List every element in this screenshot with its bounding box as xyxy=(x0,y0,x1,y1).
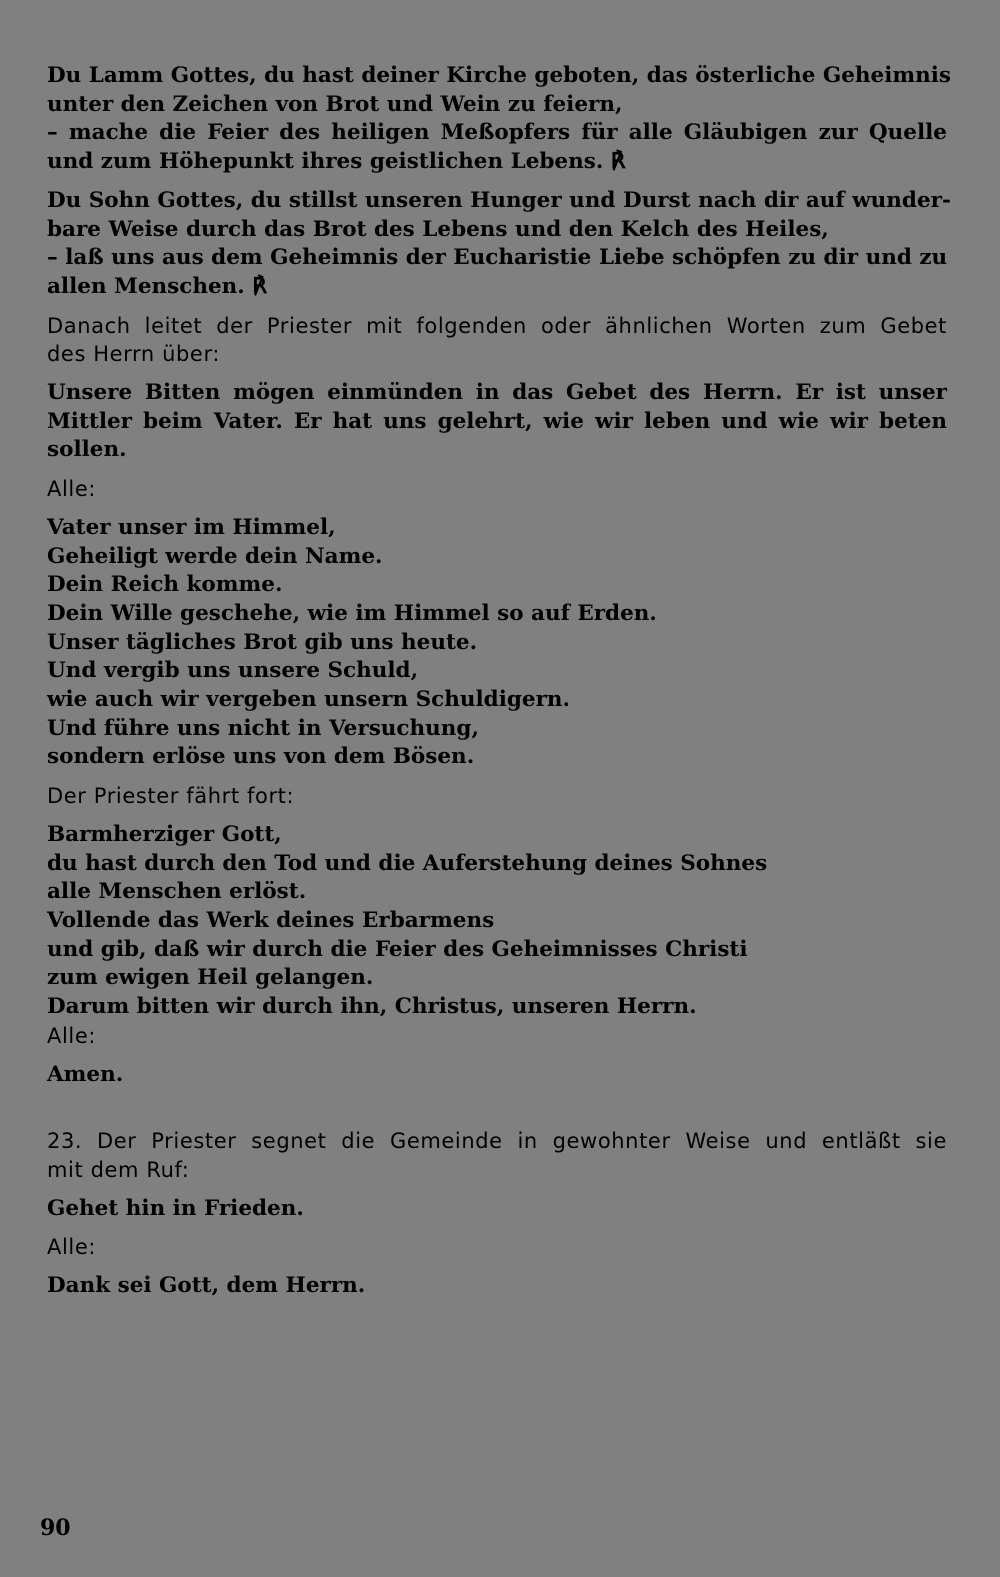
text-line: Du Sohn Gottes, du stillst unseren Hunger und Durst nach dir auf wunder- xyxy=(47,187,951,213)
text-line: wie auch wir vergeben unsern Schuldigern. xyxy=(47,687,571,713)
text-line: und gib, daß wir durch die Feier des Geheimnisses Christi xyxy=(47,936,748,962)
text-line: Du Lamm Gottes, du hast deiner Kirche geboten, das österliche Geheimnis xyxy=(47,63,952,88)
text-line: Und vergib uns unsere Schuld, xyxy=(47,658,419,684)
text-line: 23. Der Priester segnet die Gemeinde in gewohnter Weise und entläßt sie xyxy=(47,1129,947,1154)
text-line: Und führe uns nicht in Versuchung, xyxy=(47,715,479,741)
text-line: unter den Zeichen von Brot und Wein zu feiern, xyxy=(47,91,623,117)
lords-prayer xyxy=(47,514,947,772)
alle-label: Alle: xyxy=(47,1235,97,1260)
alle-label: Alle: xyxy=(47,477,97,502)
text-line: sondern erlöse uns von dem Bösen. xyxy=(47,744,475,770)
text-line: Darum bitten wir durch ihn, Christus, unseren Herrn. xyxy=(47,994,697,1020)
text-line: Geheiligt werde dein Name. xyxy=(47,543,383,569)
text-line: Vollende das Werk deines Erbarmens xyxy=(47,907,495,933)
closing-prayer xyxy=(47,821,947,1022)
text-line: und zum Höhepunkt ihres geistlichen Lebens. ℟ xyxy=(47,149,626,175)
amen-response: Amen. xyxy=(47,1061,124,1087)
intercession-2 xyxy=(47,187,951,302)
alle-label: Alle: xyxy=(47,1023,97,1048)
text-line: bare Weise durch das Brot des Lebens und den Kelch des Heiles, xyxy=(47,216,829,242)
final-response: Dank sei Gott, dem Herrn. xyxy=(47,1273,366,1299)
text-line: Danach leitet der Priester mit folgenden oder ähnlichen Worten zum Gebet xyxy=(47,313,947,338)
text-line: Dein Wille geschehe, wie im Himmel so auf Erden. xyxy=(47,600,657,626)
text-line: Barmherziger Gott, xyxy=(47,821,282,847)
text-line: – mache die Feier des heiligen Meßopfers für alle Gläubigen zur Quelle xyxy=(47,120,947,146)
text-line: Unser tägliches Brot gib uns heute. xyxy=(47,629,478,655)
text-line: Dein Reich komme. xyxy=(47,572,283,598)
text-line: Mittler beim Vater. Er hat uns gelehrt, wie wir leben und wie wir beten xyxy=(47,408,947,434)
text-line: zum ewigen Heil gelangen. xyxy=(47,965,374,991)
rubric-continue: Der Priester fährt fort: xyxy=(47,784,295,809)
dismissal: Gehet hin in Frieden. xyxy=(47,1195,304,1221)
text-line: allen Menschen. ℟ xyxy=(47,273,267,299)
text-line: alle Menschen erlöst. xyxy=(47,879,307,905)
section-23 xyxy=(47,1127,947,1184)
text-line: du hast durch den Tod und die Auferstehung deines Sohnes xyxy=(47,850,768,876)
text-line: sollen. xyxy=(47,437,127,463)
invitation xyxy=(47,379,947,465)
document-page xyxy=(47,62,952,1301)
text-line: mit dem Ruf: xyxy=(47,1157,190,1182)
rubric-transition xyxy=(47,312,947,369)
text-line: – laß uns aus dem Geheimnis der Eucharistie Liebe schöpfen zu dir und zu xyxy=(47,245,948,271)
text-line: Unsere Bitten mögen einmünden in das Gebet des Herrn. Er ist unser xyxy=(47,380,947,406)
text-line: des Herrn über: xyxy=(47,342,220,367)
text-line: Vater unser im Himmel, xyxy=(47,514,336,540)
intercession-1 xyxy=(47,62,952,177)
page-number: 90 xyxy=(40,1515,71,1541)
